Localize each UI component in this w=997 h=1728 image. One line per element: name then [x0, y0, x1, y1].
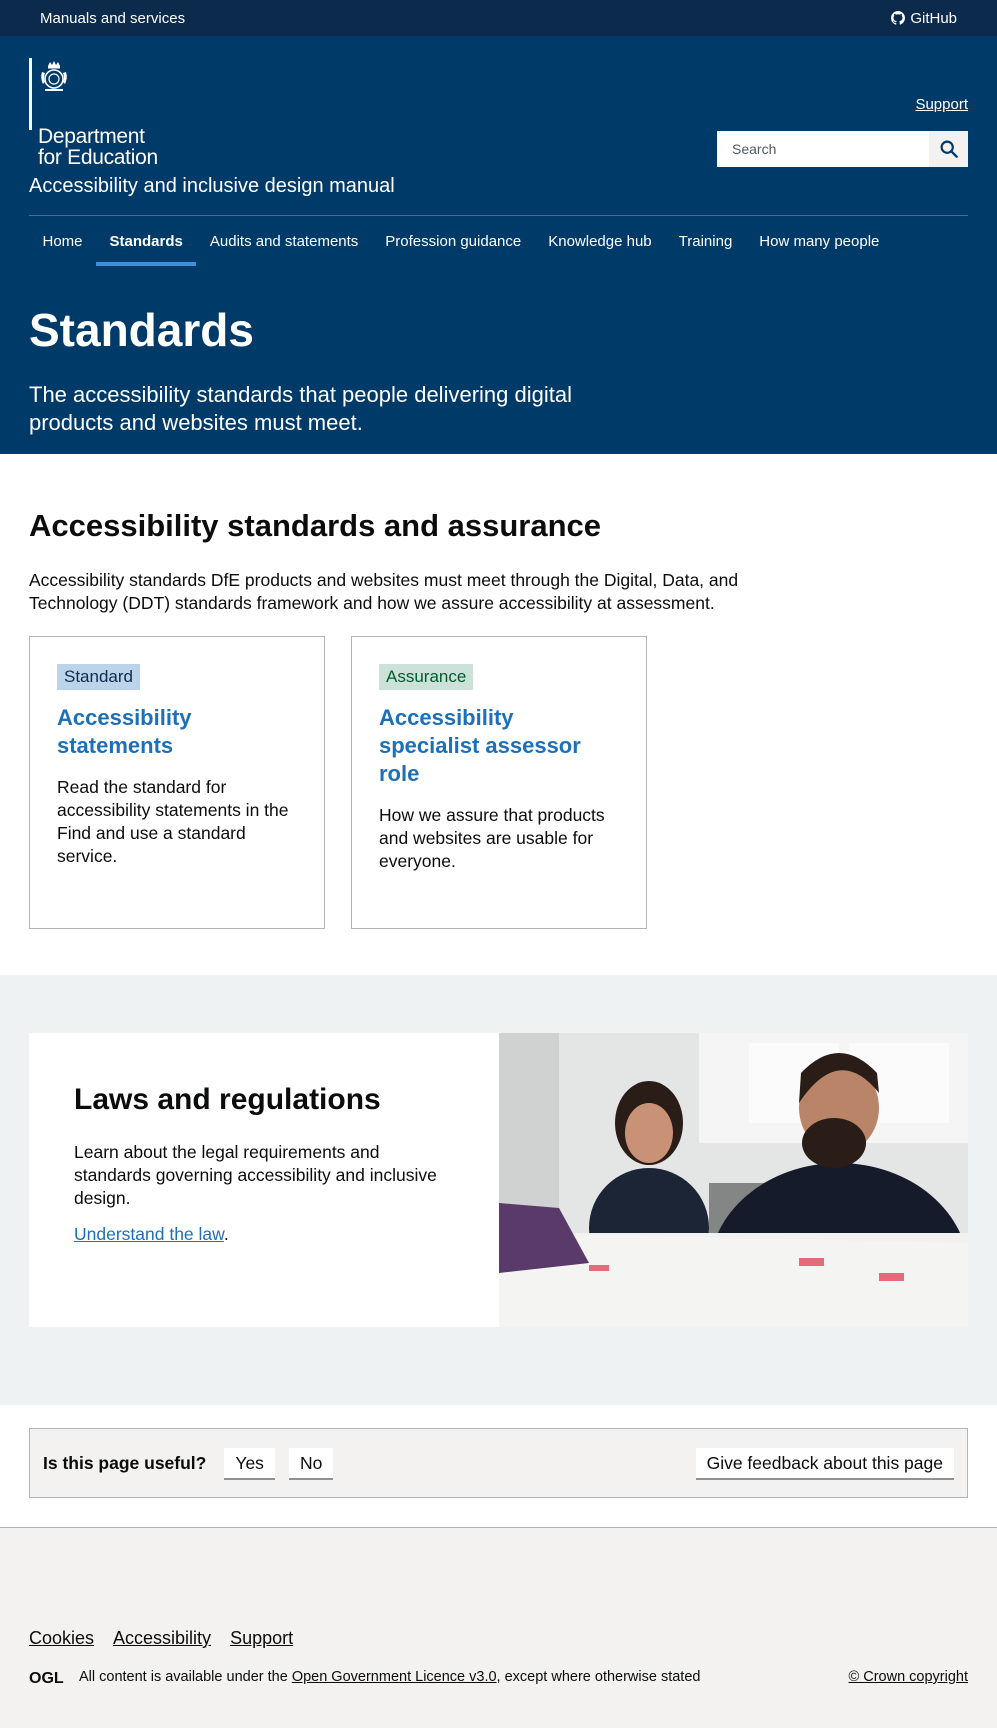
royal-crest-icon	[37, 60, 71, 94]
nav-item-home[interactable]: Home	[42, 232, 83, 250]
page-title: Standards	[29, 304, 254, 356]
laws-panel	[29, 1033, 499, 1327]
github-link[interactable]	[891, 10, 957, 27]
main-navigation	[29, 216, 893, 266]
search-icon	[940, 140, 958, 158]
logo-bar	[29, 58, 32, 130]
top-bar	[0, 0, 997, 36]
support-link[interactable]: Support	[915, 96, 968, 113]
tag-assurance: Assurance	[379, 664, 473, 690]
no-button[interactable]: No	[289, 1448, 333, 1478]
nav-item-training[interactable]: Training	[678, 232, 733, 250]
give-feedback-button[interactable]: Give feedback about this page	[696, 1448, 954, 1478]
github-icon	[891, 11, 905, 25]
search-button[interactable]	[929, 131, 968, 167]
card-description: Read the standard for accessibility statements in the Find and use a standard service.	[57, 777, 289, 866]
top-bar-title[interactable]: Manuals and services	[40, 9, 186, 27]
footer	[0, 1528, 997, 1727]
crown-copyright-link[interactable]: © Crown copyright	[848, 1669, 968, 1685]
section-intro: Accessibility standards DfE products and websites must meet through the Digital, Data, and Technology (DDT) standards framework and how we assure accessibility at assessment.	[29, 570, 739, 613]
footer-link-cookies[interactable]: Cookies	[29, 1628, 95, 1648]
nav-item-knowledge-hub[interactable]: Knowledge hub	[548, 232, 652, 250]
footer-licence	[29, 1669, 968, 1685]
feedback-question: Is this page useful?	[43, 1452, 207, 1473]
understand-the-law-link[interactable]: Understand the law	[74, 1224, 224, 1244]
feedback-section	[0, 1405, 997, 1528]
search-input[interactable]: Search	[732, 141, 777, 157]
department-line-1: Department	[38, 125, 145, 148]
manual-title[interactable]: Accessibility and inclusive design manual	[29, 175, 395, 197]
footer-link-support[interactable]: Support	[230, 1628, 294, 1648]
laws-link-paragraph	[74, 1224, 454, 1245]
feedback-bar	[29, 1428, 968, 1498]
dfe-logo[interactable]	[29, 58, 169, 168]
header	[0, 36, 997, 454]
open-government-licence-link[interactable]: Open Government Licence v3.0	[291, 1669, 497, 1685]
card-description: How we assure that products and websites are usable for everyone.	[379, 805, 605, 871]
nav-item-how-many-people[interactable]: How many people	[759, 232, 880, 250]
laws-description: Learn about the legal requirements and standards governing accessibility and inclusive design.	[74, 1142, 437, 1208]
licence-suffix: , except where otherwise stated	[496, 1669, 701, 1685]
search-box	[717, 131, 968, 167]
page-lede: The accessibility standards that people delivering digital products and websites must meet.	[29, 382, 572, 435]
svg-text:OGL: OGL	[29, 1670, 64, 1685]
main-content	[0, 454, 997, 975]
ogl-logo-icon	[29, 1669, 67, 1685]
footer-links	[29, 1628, 293, 1649]
tag-standard: Standard	[57, 664, 140, 690]
laws-title: Laws and regulations	[74, 1083, 381, 1116]
laws-link-suffix: .	[223, 1224, 229, 1244]
card-title-link[interactable]: Accessibility specialist assessor role	[379, 705, 581, 786]
section-title: Accessibility standards and assurance	[29, 508, 602, 543]
office-photo-illustration	[499, 1033, 968, 1327]
card-specialist-assessor-role[interactable]	[351, 636, 647, 929]
licence-prefix: All content is available under the	[79, 1669, 292, 1685]
laws-section	[0, 975, 997, 1405]
yes-button[interactable]: Yes	[224, 1448, 275, 1478]
card-title-link[interactable]: Accessibility statements	[57, 705, 192, 758]
nav-item-standards[interactable]: Standards	[96, 216, 196, 266]
card-accessibility-statements[interactable]	[29, 636, 325, 929]
office-photo	[499, 1033, 968, 1327]
department-name	[38, 126, 198, 168]
department-line-2: for Education	[38, 146, 158, 169]
licence-text	[79, 1669, 700, 1685]
footer-link-accessibility[interactable]: Accessibility	[113, 1628, 212, 1648]
github-label: GitHub	[910, 9, 957, 27]
nav-item-audits-and-statements[interactable]: Audits and statements	[209, 232, 359, 250]
nav-item-profession-guidance[interactable]: Profession guidance	[385, 232, 522, 250]
